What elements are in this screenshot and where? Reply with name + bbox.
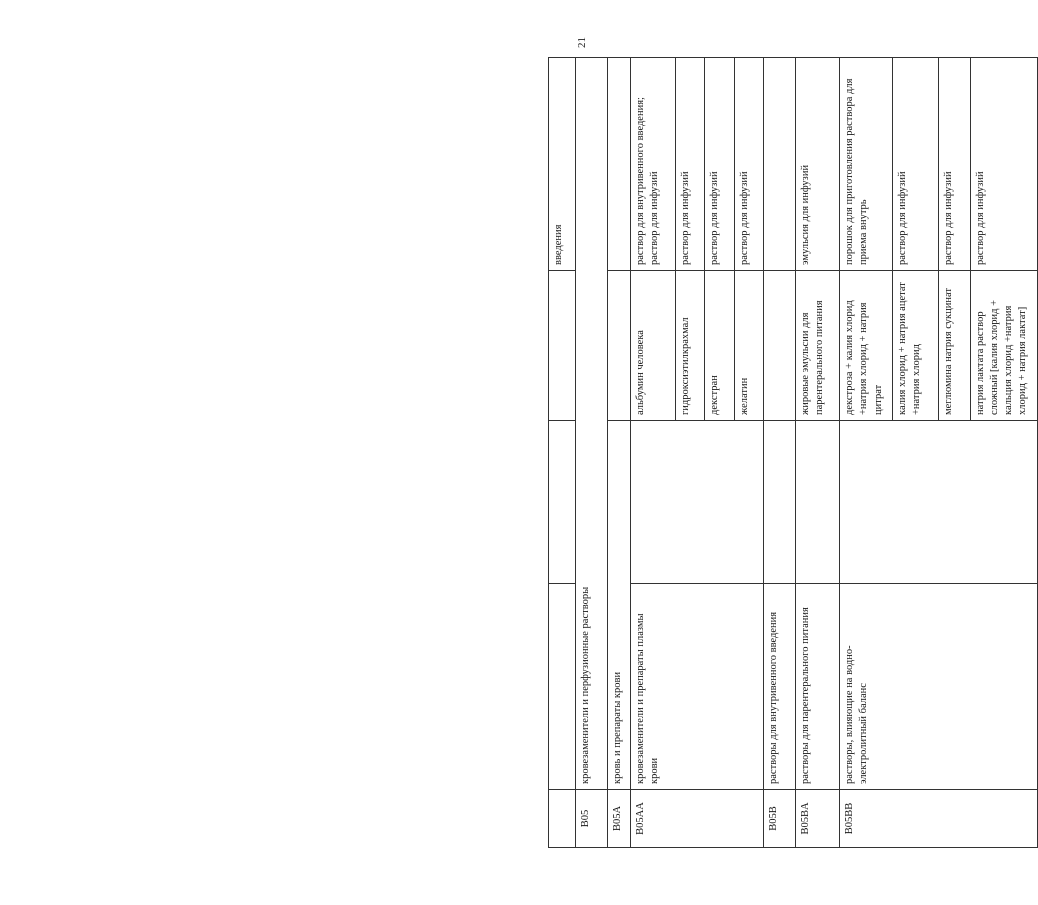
- dosage-form-cell: раствор для инфузий: [938, 58, 970, 271]
- empty-cell: [840, 421, 1038, 584]
- dosage-form-cell: раствор для внутривенного введения; раствор для инфузий: [631, 58, 675, 271]
- rotated-table-container: [548, 58, 1038, 848]
- group-cell: кровь и препараты крови: [608, 421, 631, 790]
- drug-name-cell: жировые эмульсии для парентерального питания: [795, 271, 839, 421]
- table-row: [764, 58, 796, 848]
- drug-name-cell: натрия лактата раствор сложный [калия хлорид + кальция хлорид +натрия хлорид + натрия лактат]: [970, 271, 1037, 421]
- dosage-form-cell: введения: [549, 58, 576, 271]
- empty-cell: [764, 421, 796, 584]
- dosage-form-cell: раствор для инфузий: [892, 58, 938, 271]
- table-row: [576, 58, 608, 848]
- dosage-form-cell: порошок для приготовления раствора для приема внутрь: [840, 58, 892, 271]
- dosage-form-cell: эмульсия для инфузий: [795, 58, 839, 271]
- atc-code-cell: B05A: [608, 790, 631, 848]
- dosage-form-cell: раствор для инфузий: [705, 58, 735, 271]
- drug-name-cell: меглюмина натрия сукцинат: [938, 271, 970, 421]
- atc-code-cell: B05BA: [795, 790, 839, 848]
- drug-classification-table: [548, 57, 1038, 848]
- atc-code-cell: [549, 790, 576, 848]
- group-cell: растворы, влияющие на водно-электролитный баланс: [840, 584, 1038, 790]
- group-cell: кровезаменители и перфузионные растворы: [576, 58, 608, 790]
- atc-code-cell: B05B: [764, 790, 796, 848]
- table-row: [549, 58, 576, 848]
- group-cell: растворы для парентерального питания: [795, 584, 839, 790]
- drug-name-cell: [608, 271, 631, 421]
- empty-cell: [795, 421, 839, 584]
- empty-cell: [549, 421, 576, 584]
- dosage-form-cell: [764, 58, 796, 271]
- drug-name-cell: декстран: [705, 271, 735, 421]
- dosage-form-cell: раствор для инфузий: [734, 58, 764, 271]
- atc-code-cell: B05AA: [631, 790, 764, 848]
- dosage-form-cell: [608, 58, 631, 271]
- drug-name-cell: желатин: [734, 271, 764, 421]
- group-cell: кровезаменители и препараты плазмы крови: [631, 584, 764, 790]
- atc-code-cell: B05: [576, 790, 608, 848]
- table-row: [608, 58, 631, 848]
- empty-cell: [631, 421, 764, 584]
- table-row: [840, 58, 892, 848]
- page-number: 21: [576, 37, 588, 48]
- drug-name-cell: гидроксиэтилкрахмал: [675, 271, 705, 421]
- drug-name-cell: декстроза + калия хлорид +натрия хлорид + натрия цитрат: [840, 271, 892, 421]
- table-row: [795, 58, 839, 848]
- table-row: [631, 58, 675, 848]
- drug-name-cell: [764, 271, 796, 421]
- drug-name-cell: альбумин человека: [631, 271, 675, 421]
- atc-code-cell: B05BB: [840, 790, 1038, 848]
- group-cell: растворы для внутривенного введения: [764, 584, 796, 790]
- drug-name-cell: калия хлорид + натрия ацетат +натрия хлорид: [892, 271, 938, 421]
- drug-name-cell: [549, 271, 576, 421]
- group-cell: [549, 584, 576, 790]
- dosage-form-cell: раствор для инфузий: [970, 58, 1037, 271]
- dosage-form-cell: раствор для инфузий: [675, 58, 705, 271]
